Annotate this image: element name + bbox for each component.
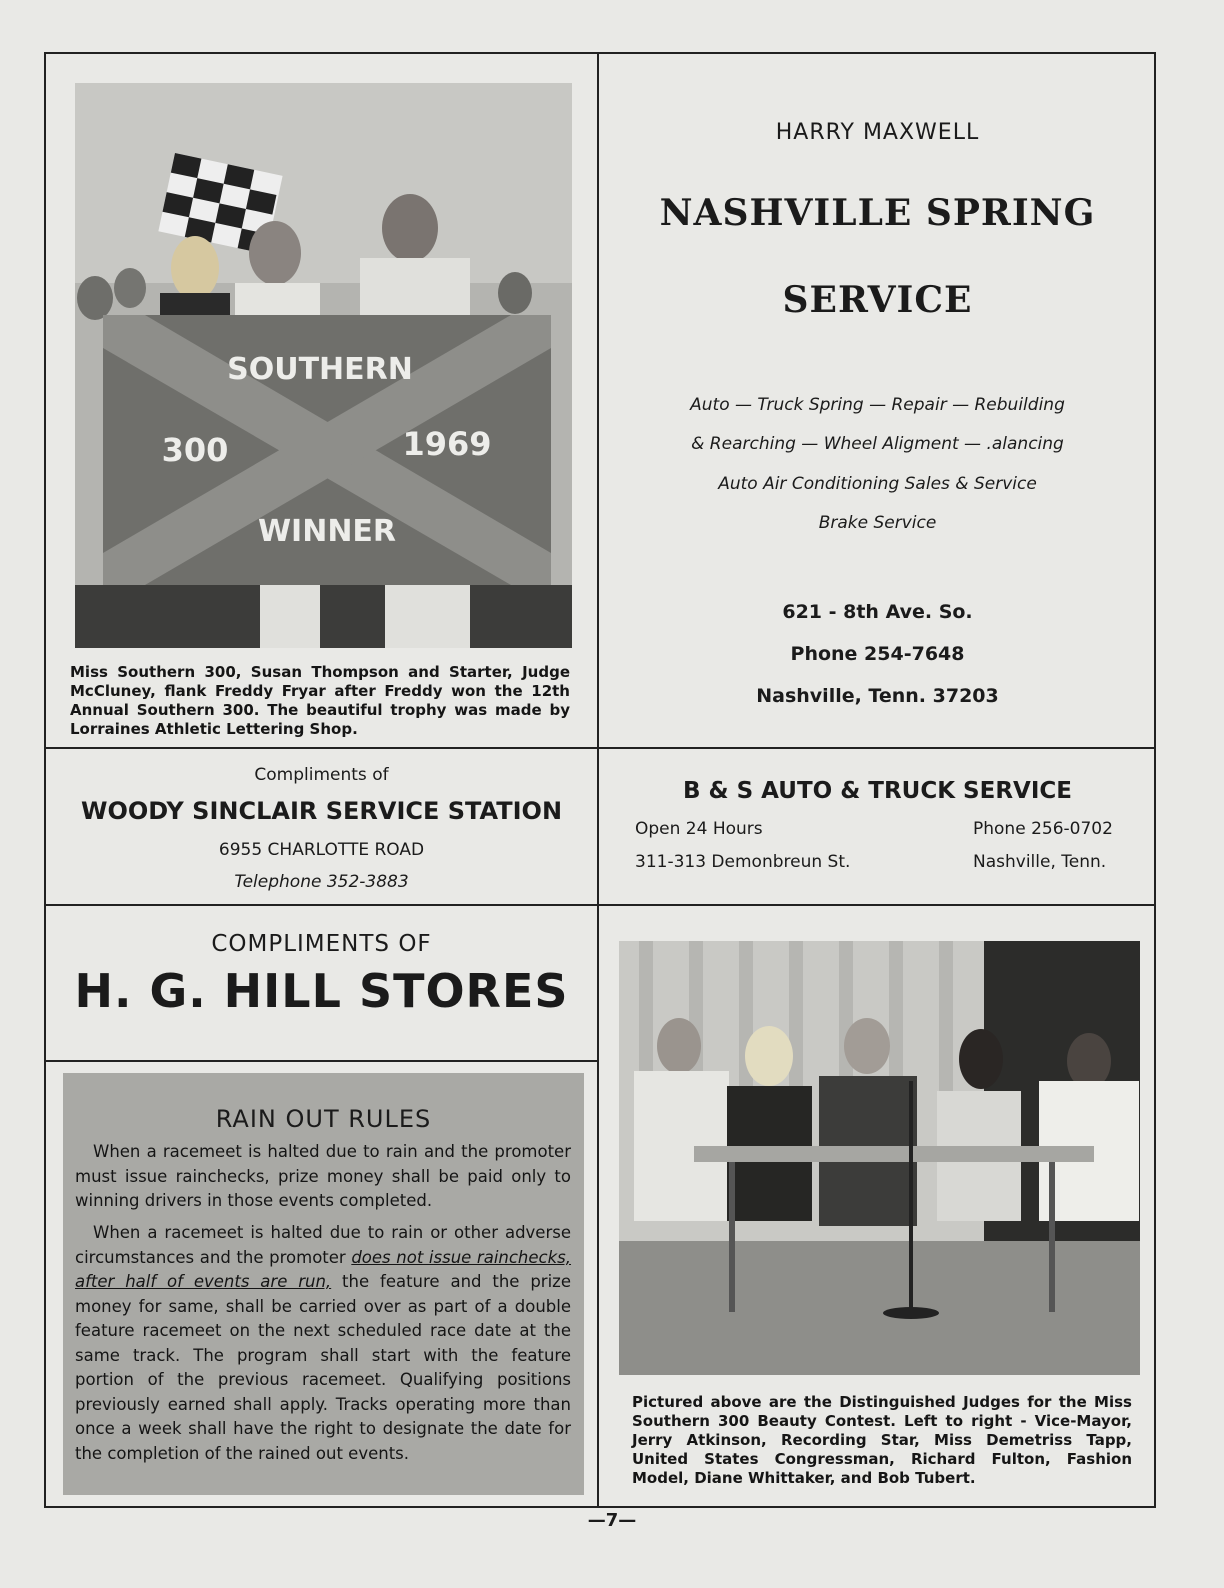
divider-vertical — [597, 52, 599, 1508]
service-line-4: Brake Service — [818, 513, 937, 533]
winner-photo — [75, 83, 572, 648]
business-title-line2: SERVICE — [782, 279, 973, 321]
hg-title: H. G. HILL STORES — [74, 964, 569, 1018]
bs-hours: Open 24 Hours — [635, 819, 763, 839]
flag-text-left: 300 — [161, 431, 229, 469]
nashville-spring-ad — [600, 54, 1155, 747]
flag-text-right: 1969 — [402, 425, 492, 463]
rain-out-paragraph-1-text: When a racemeet is halted due to rain and the promoter must issue rainchecks, prize money shall be paid only to winning drivers in those events completed. — [75, 1142, 571, 1210]
service-line-2: & Rearching — Wheel Aligment — .alancing — [691, 434, 1064, 454]
station-telephone: Telephone 352-3883 — [234, 872, 409, 892]
city-address: Nashville, Tenn. 37203 — [756, 685, 999, 707]
rain-out-paragraph-2 — [75, 1221, 571, 1466]
rain-out-title: RAIN OUT RULES — [215, 1105, 432, 1133]
service-line-1: Auto — Truck Spring — Repair — Rebuilding — [690, 395, 1065, 415]
rain-out-paragraph-2-start: When a racemeet is halted due to rain or other adverse circumstances and the promoter — [75, 1223, 571, 1267]
owner-name: HARRY MAXWELL — [775, 120, 980, 145]
compliments-label: Compliments of — [254, 765, 389, 785]
phone-number: Phone 254-7648 — [790, 643, 965, 665]
winner-photo-caption: Miss Southern 300, Susan Thompson and Starter, Judge McCluney, flank Freddy Fryar after Freddy won the 12th Annual Southern 300. The beautiful trophy was made by Lorraines Athletic Lettering Shop. — [70, 663, 570, 738]
service-line-3: Auto Air Conditioning Sales & Service — [718, 474, 1037, 494]
station-address: 6955 CHARLOTTE ROAD — [218, 840, 425, 860]
rain-out-paragraph-2-end: the feature and the prize money for same, shall be carried over as part of a double feature racemeet on the next scheduled race date at the same track. The program shall start with the feature portion of the previous racemeet. Qualifying positions previously earned shall apply. Tracks operating more than once a week shall have the right to designate the date for the completion of the rained out events. — [75, 1272, 571, 1463]
judges-photo — [619, 941, 1140, 1375]
flag-text-top: SOUTHERN — [227, 352, 413, 387]
hg-hill-ad — [46, 906, 597, 1060]
station-title: WOODY SINCLAIR SERVICE STATION — [80, 797, 563, 825]
flag-text-bottom: WINNER — [257, 514, 397, 549]
woody-sinclair-ad — [46, 749, 597, 904]
bs-city: Nashville, Tenn. — [973, 852, 1107, 872]
hg-compliments-label: COMPLIMENTS OF — [211, 931, 432, 957]
rain-out-rules-box — [63, 1073, 584, 1495]
rain-out-paragraph-1 — [75, 1140, 571, 1214]
bs-phone: Phone 256-0702 — [973, 819, 1113, 839]
divider-horizontal-3 — [44, 1060, 599, 1062]
judges-photo-caption: Pictured above are the Distinguished Judges for the Miss Southern 300 Beauty Contest. Left to right - Vice-Mayor, Jerry Atkinson, Recording Star, Miss Demetriss Tapp, United States Congressman, Richard Fulton, Fashion Model, Diane Whittaker, and Bob Tubert. — [632, 1393, 1132, 1487]
bs-auto-ad — [600, 749, 1155, 904]
page-number: —7— — [587, 1510, 637, 1531]
rain-out-paragraph-2-underlined: does not issue rainchecks, after half of events are run, — [75, 1247, 572, 1291]
bs-street: 311-313 Demonbreun St. — [635, 852, 851, 872]
street-address: 621 - 8th Ave. So. — [782, 601, 973, 623]
bs-title: B & S AUTO & TRUCK SERVICE — [683, 778, 1072, 804]
business-title-line1: NASHVILLE SPRING — [659, 192, 1096, 234]
